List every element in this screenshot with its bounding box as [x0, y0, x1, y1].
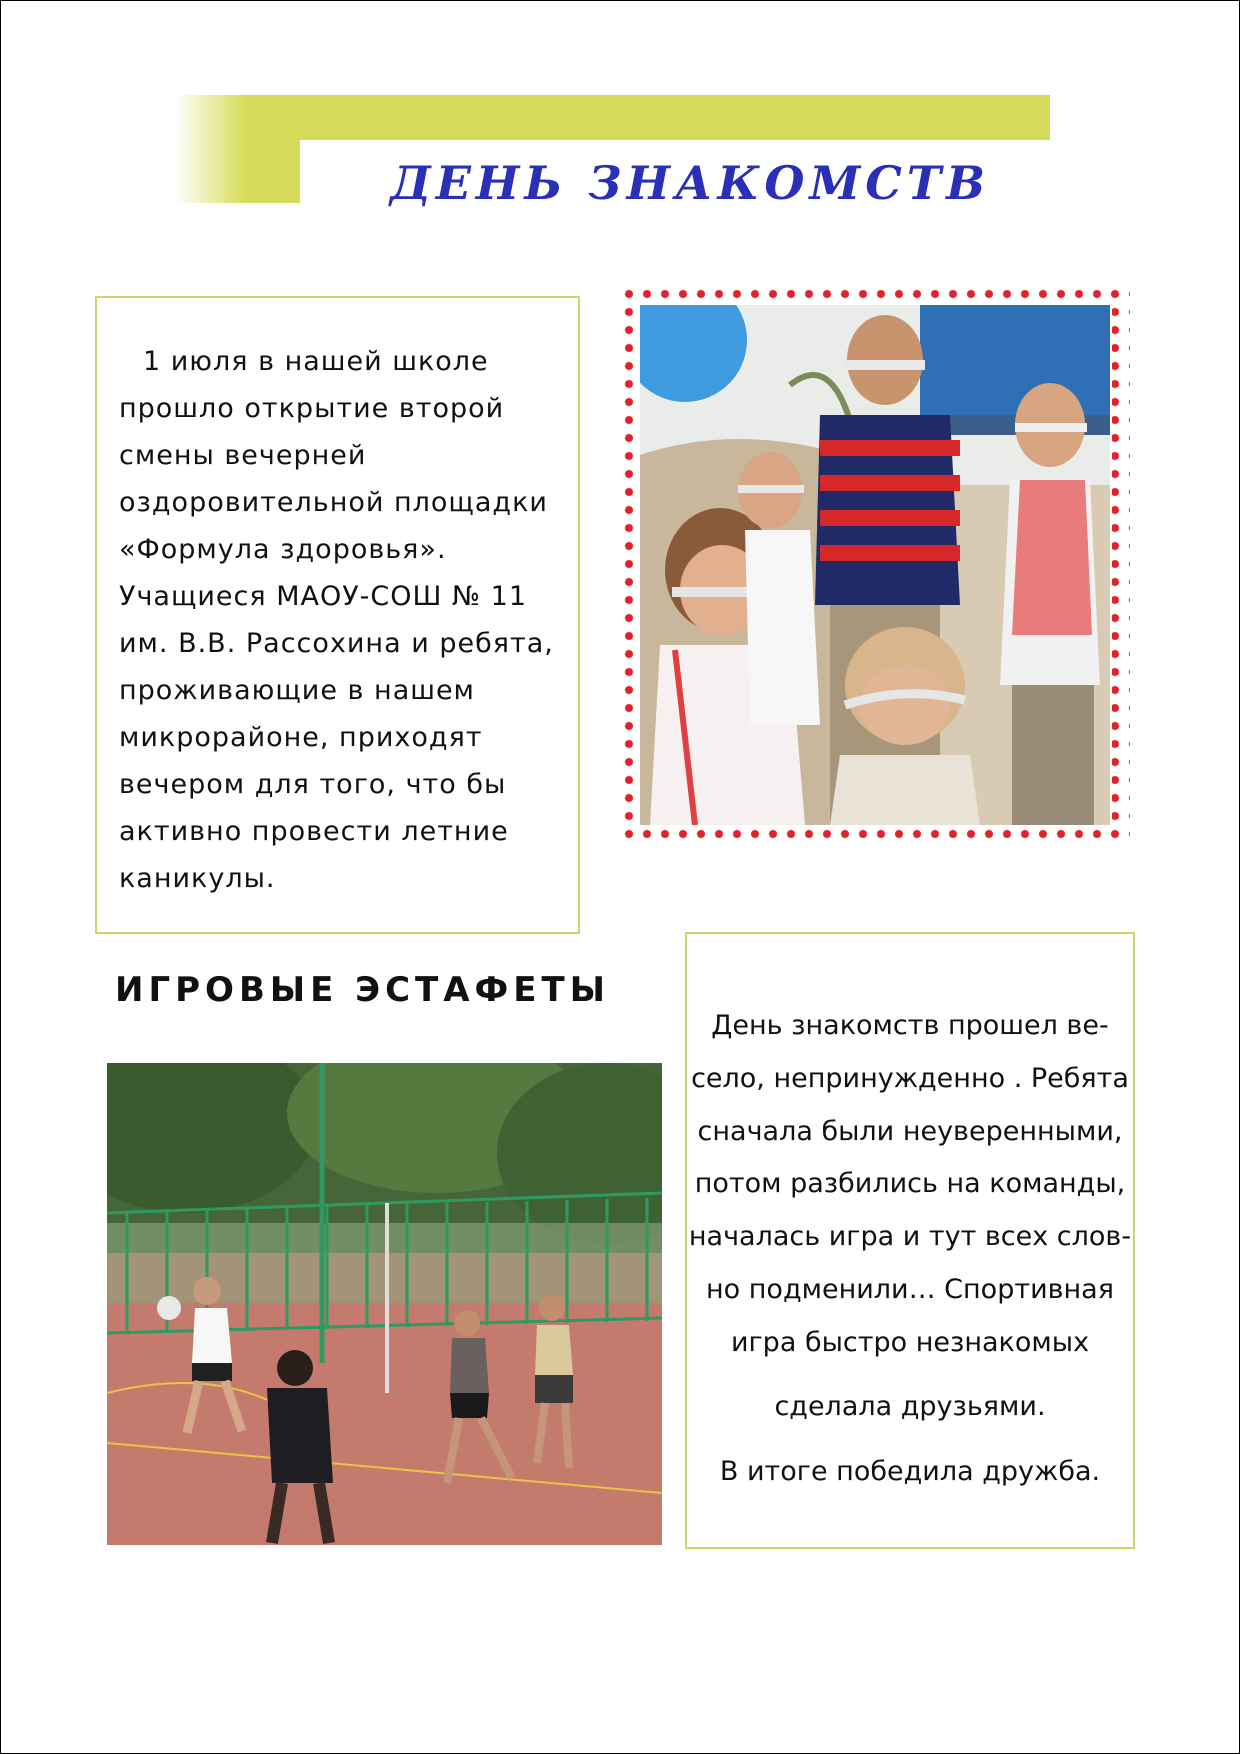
sports-photo-image [107, 1063, 662, 1545]
intro-text-box [95, 296, 580, 934]
result-line: сначала были неуверенными, [697, 1116, 1123, 1147]
result-line: игра быстро незнакомых [730, 1327, 1090, 1358]
games-heading: ИГРОВЫЕ ЭСТАФЕТЫ [115, 970, 610, 1010]
intro-paragraph: 1 июля в нашей школе прошло открытие второй смены вечерней оздоровительной площадки «Формула здоровья». Учащиеся МАОУ-СОШ № 11 им. В.В. Рассохина и ребята, проживающие в нашем микрорайоне, приходят вечером для того, что бы активно провести летние каникулы. [119, 346, 554, 894]
result-line: но подменили… Спортивная [706, 1274, 1114, 1305]
result-line: В итоге победила дружба. [719, 1456, 1101, 1487]
result-line: потом разбились на команды, [694, 1168, 1126, 1199]
result-line: День знакомств прошел ве- [711, 1010, 1109, 1041]
result-line: село, непринужденно . Ребята [691, 1063, 1129, 1094]
children-photo-image [640, 305, 1110, 825]
sports-photo [107, 1063, 662, 1545]
result-text-box [685, 932, 1135, 1549]
header-banner-bar [175, 95, 1050, 140]
page-title: ДЕНЬ ЗНАКОМСТВ [389, 156, 991, 210]
header-banner-tab [175, 140, 300, 203]
children-photo [640, 305, 1110, 825]
result-line: началась игра и тут всех слов- [688, 1221, 1132, 1252]
result-line: сделала друзьями. [774, 1391, 1046, 1422]
